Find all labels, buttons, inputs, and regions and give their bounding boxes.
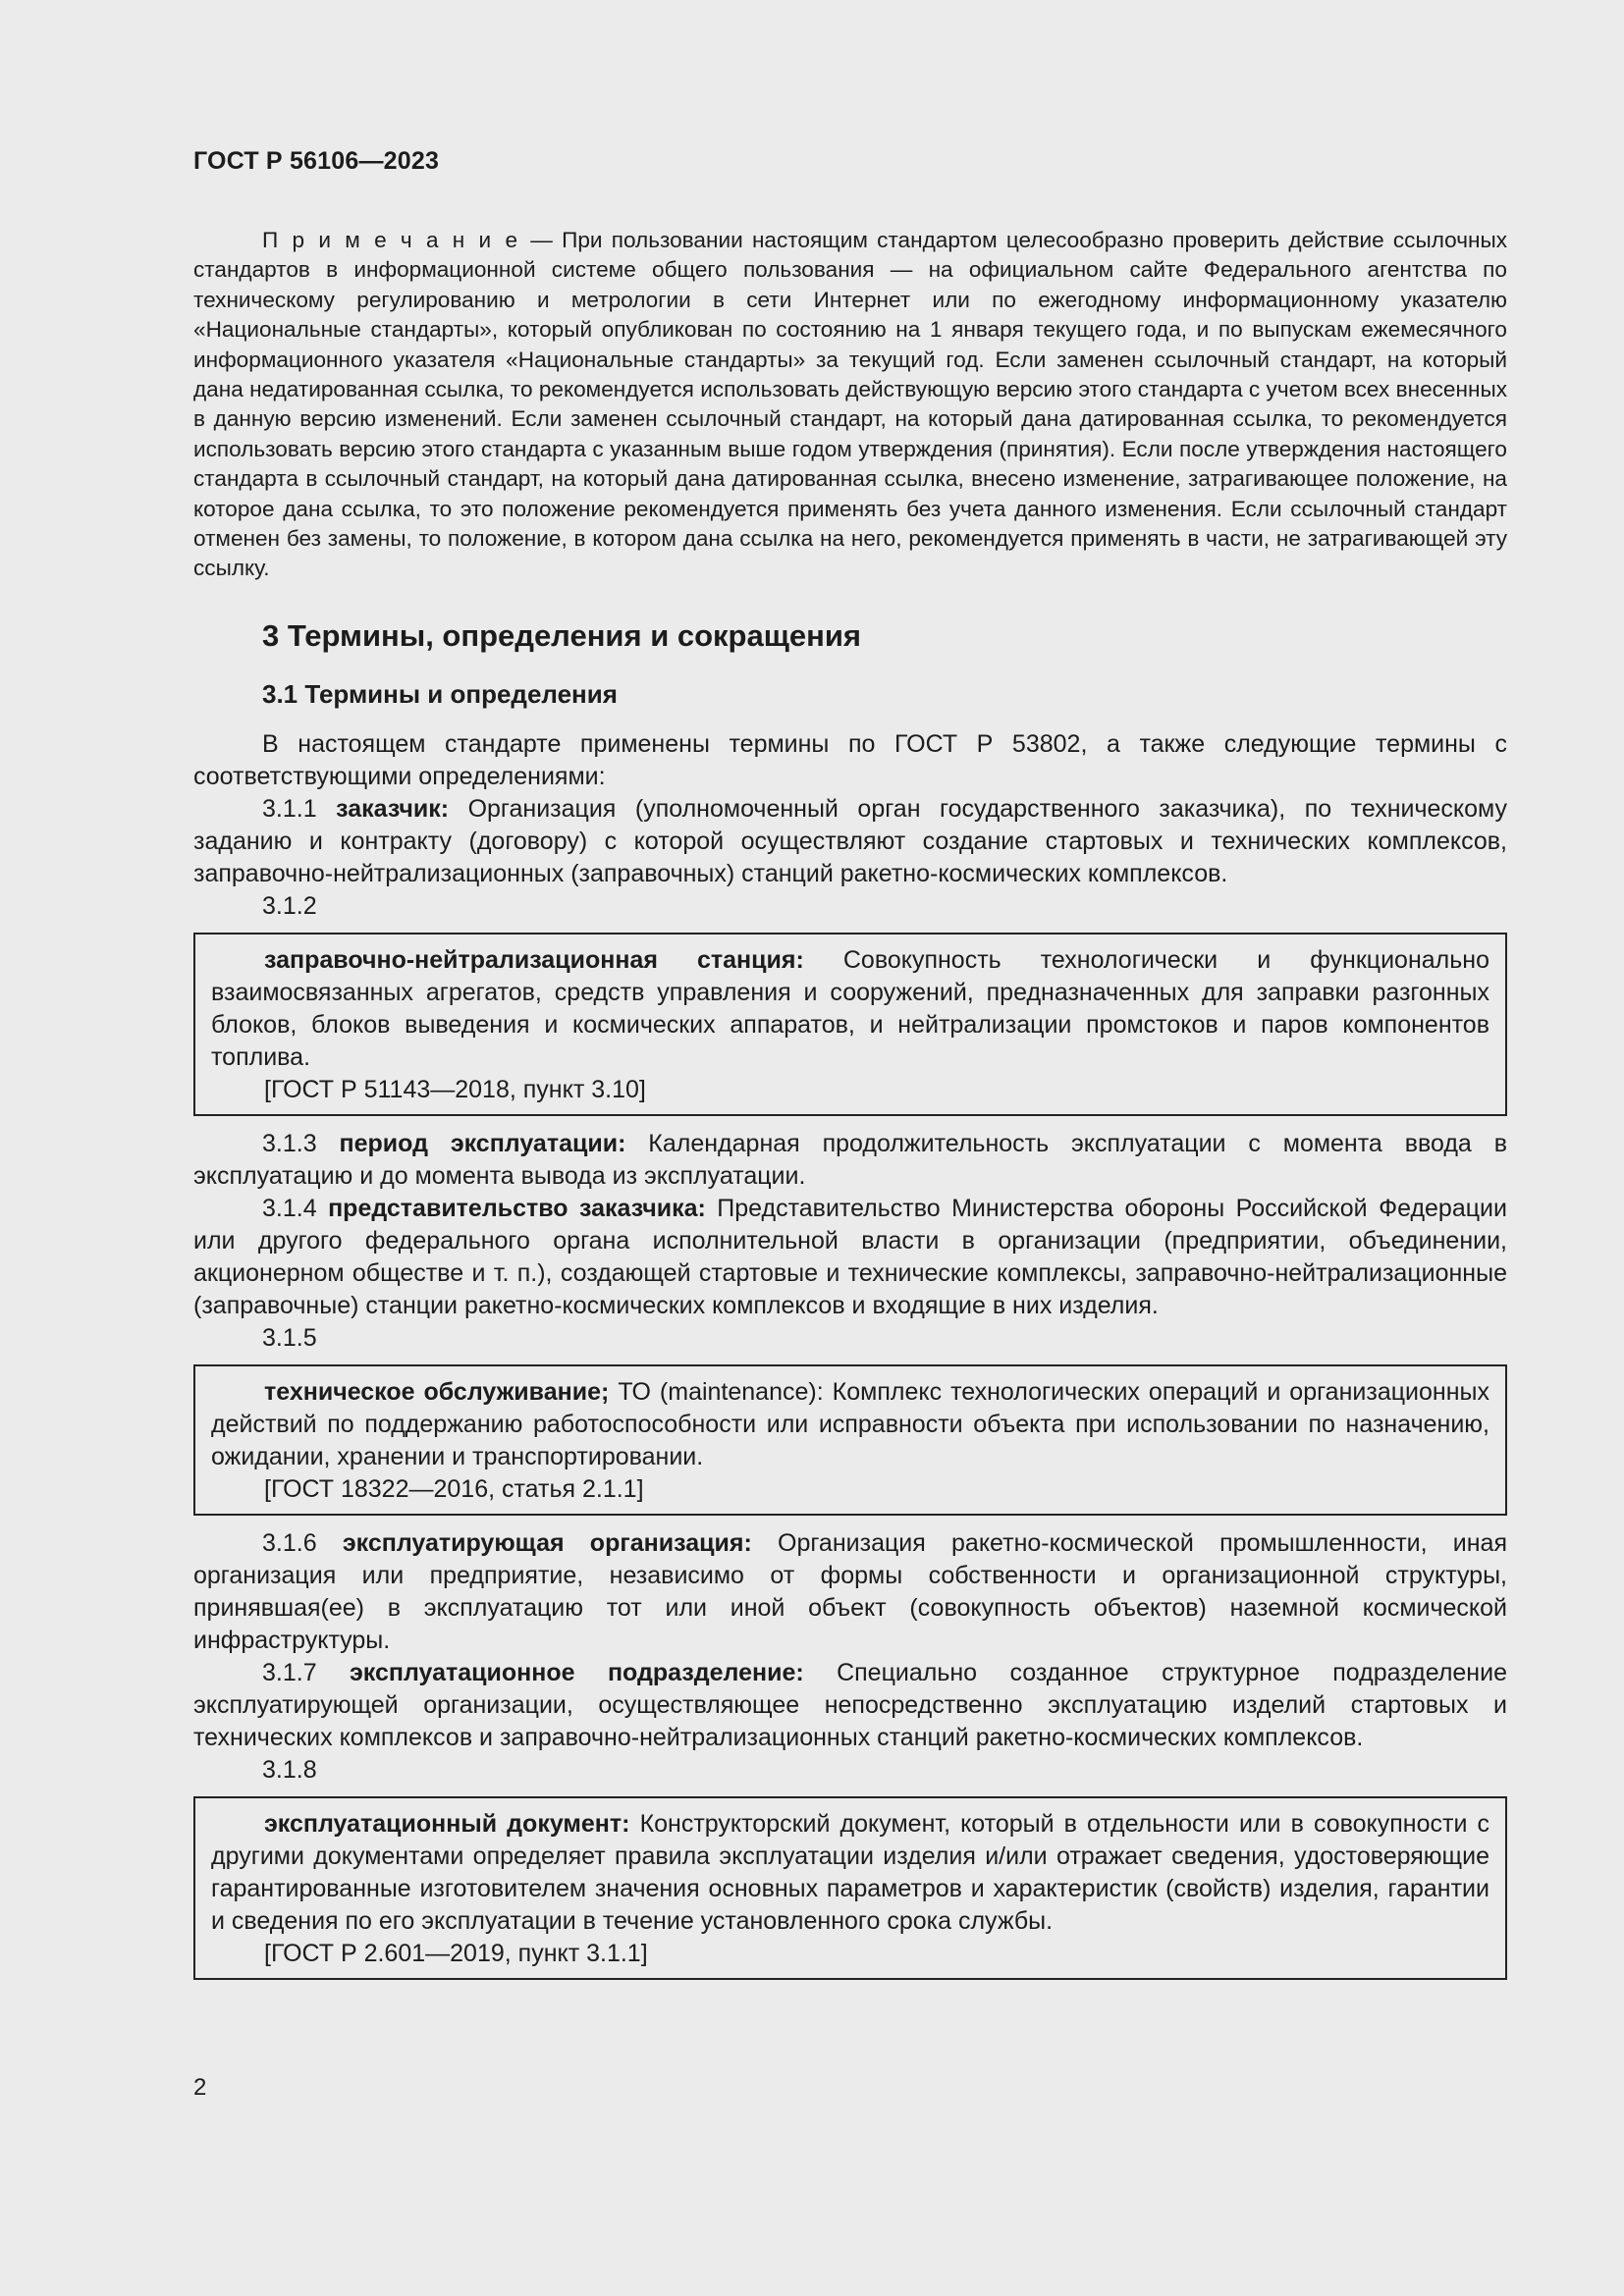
term-entry-3-1-1 bbox=[193, 793, 1507, 890]
subsection-title: 3.1 Термины и определения bbox=[262, 679, 618, 709]
note-text: — При пользовании настоящим стандартом целесообразно проверить действие ссылочных стандартов в информационной системе общего пользования — на официальном сайте Федерального агентства по техническому регулированию и метрологии в сети Интернет или по ежегодному информационному указателю «Национальные стандарты», который опубликован по состоянию на 1 января текущего года, и по выпускам ежемесячного информационного указателя «Национальные стандарты» за текущий год. Если заменен ссылочный стандарт, на который дана недатированная ссылка, то рекомендуется использовать действующую версию этого стандарта с учетом всех внесенных в данную версию изменений. Если заменен ссылочный стандарт, на который дана датированная ссылка, то рекомендуется использовать версию этого стандарта с указанным выше годом утверждения (принятия). Если после утверждения настоящего стандарта в ссылочный стандарт, на который дана датированная ссылка, внесено изменение, затрагивающее положение, на которое дана ссылка, то это положение рекомендуется применять без учета данного изменения. Если ссылочный стандарт отменен без замены, то положение, в котором дана ссылка на него, рекомендуется применять в части, не затрагивающей эту ссылку. bbox=[193, 228, 1507, 581]
term-name: эксплуатирующая организация: bbox=[342, 1529, 752, 1557]
note-label: П р и м е ч а н и е bbox=[262, 228, 522, 252]
term-number-3-1-2: 3.1.2 bbox=[262, 892, 317, 920]
term-number: 3.1.1 bbox=[262, 795, 337, 823]
term-entry-3-1-5 bbox=[211, 1376, 1489, 1473]
term-number: 3.1.3 bbox=[262, 1130, 340, 1157]
term-definition: ТО (maintenance): Комплекс технологических операций и организационных действий по поддержанию работоспособности или исправности объекта при использовании по назначению, ожидании, хранении и транспортировании. bbox=[211, 1378, 1489, 1470]
term-definition: Представительство Министерства обороны Российской Федерации или другого федерального органа исполнительной власти в организации (предприятии, объединении, акционерном обществе и т. п.), создающей стартовые и технические комплексы, заправочно-нейтрализационные (заправочные) станции ракетно-космических комплексов и входящие в них изделия. bbox=[193, 1195, 1507, 1319]
term-entry-3-1-6 bbox=[193, 1527, 1507, 1657]
term-box-3-1-5 bbox=[193, 1364, 1507, 1516]
intro-text: В настоящем стандарте применены термины по ГОСТ Р 53802, а также следующие термины с соответствующими определениями: bbox=[193, 730, 1507, 790]
term-definition: Организация (уполномоченный орган государственного заказчика), по техническому заданию и контракту (договору) с которой осуществляют создание стартовых и технических комплексов, заправочно-нейтрализационных (заправочных) станций ракетно-космических комплексов. bbox=[193, 795, 1507, 887]
intro-paragraph bbox=[193, 728, 1507, 793]
term-box-3-1-2 bbox=[193, 933, 1507, 1116]
term-box-3-1-8 bbox=[193, 1796, 1507, 1980]
page-number: 2 bbox=[193, 2074, 207, 2101]
terms-body bbox=[193, 728, 1507, 1992]
term-number-3-1-8: 3.1.8 bbox=[262, 1756, 317, 1784]
document-code-header: ГОСТ Р 56106—2023 bbox=[193, 147, 440, 175]
term-source: [ГОСТ Р 51143—2018, пункт 3.10] bbox=[264, 1076, 646, 1103]
term-name: заправочно-нейтрализационная станция: bbox=[264, 946, 804, 974]
term-name: представительство заказчика: bbox=[328, 1195, 706, 1222]
term-number: 3.1.6 bbox=[262, 1529, 343, 1557]
term-source: [ГОСТ Р 2.601—2019, пункт 3.1.1] bbox=[264, 1940, 648, 1967]
term-entry-3-1-2 bbox=[211, 944, 1489, 1074]
section-title: 3 Термины, определения и сокращения bbox=[262, 618, 861, 653]
term-name: эксплуатационный документ: bbox=[264, 1810, 630, 1838]
term-entry-3-1-3 bbox=[193, 1128, 1507, 1193]
term-source: [ГОСТ 18322—2016, статья 2.1.1] bbox=[264, 1475, 644, 1503]
term-definition: Специально созданное структурное подразделение эксплуатирующей организации, осуществляющее непосредственно эксплуатацию изделий стартовых и технических комплексов и заправочно-нейтрализационных станций ракетно-космических комплексов. bbox=[193, 1659, 1507, 1751]
term-definition: Организация ракетно-космической промышленности, иная организация или предприятие, независимо от формы собственности и организационной структуры, принявшая(ее) в эксплуатацию тот или иной объект (совокупность объектов) наземной космической инфраструктуры. bbox=[193, 1529, 1507, 1654]
term-number: 3.1.4 bbox=[262, 1195, 329, 1222]
term-definition: Календарная продолжительность эксплуатации с момента ввода в эксплуатацию и до момента вывода из эксплуатации. bbox=[193, 1130, 1507, 1190]
term-entry-3-1-4 bbox=[193, 1193, 1507, 1322]
term-name: заказчик: bbox=[336, 795, 450, 823]
note-paragraph bbox=[193, 226, 1507, 584]
term-name: период эксплуатации: bbox=[339, 1130, 626, 1157]
term-definition: Конструкторский документ, который в отдельности или в совокупности с другими документами определяет правила эксплуатации изделия и/или отражает сведения, удостоверяющие гарантированные изготовителем значения основных параметров и характеристик (свойств) изделия, гарантии и сведения по его эксплуатации в течение установленного срока службы. bbox=[211, 1810, 1489, 1935]
term-name: эксплуатационное подразделение: bbox=[350, 1659, 804, 1686]
term-name: техническое обслуживание; bbox=[264, 1378, 610, 1406]
term-definition: Совокупность технологически и функционально взаимосвязанных агрегатов, средств управления и сооружений, предназначенных для заправки разгонных блоков, блоков выведения и космических аппаратов, и нейтрализации промстоков и паров компонентов топлива. bbox=[211, 946, 1489, 1071]
term-entry-3-1-7 bbox=[193, 1657, 1507, 1754]
term-entry-3-1-8 bbox=[211, 1808, 1489, 1938]
term-number-3-1-5: 3.1.5 bbox=[262, 1324, 317, 1352]
term-number: 3.1.7 bbox=[262, 1659, 350, 1686]
